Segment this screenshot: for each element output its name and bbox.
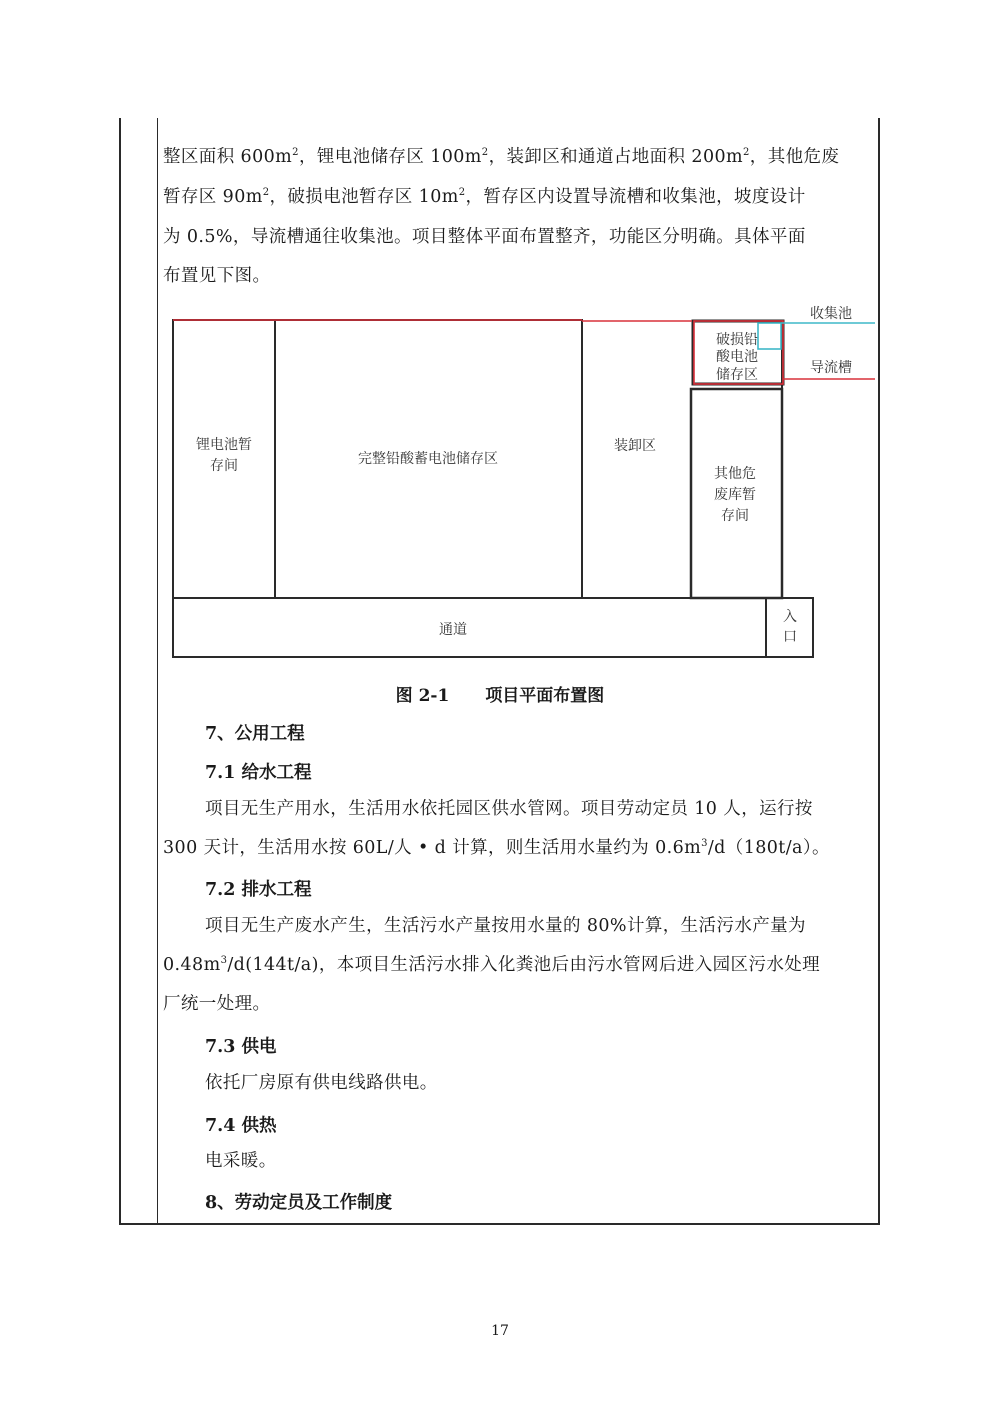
section-7-2-title: 7.2 排水工程 bbox=[205, 880, 312, 900]
section-7-2-para-line-2: $0.48m^3/d(144t/a)$，本项目生活污水排入化粪池后由污水管网后进入园区污水处理 bbox=[163, 955, 821, 975]
collection-pool bbox=[758, 323, 781, 349]
section-7-3-title: 7.3 供电 bbox=[205, 1037, 277, 1057]
section-7-2-para-line-1: 项目无生产废水产生，生活污水产量按用水量的 80%计算，生活污水产量为 bbox=[205, 916, 806, 936]
lead-acid-label: 完整铅酸蓄电池储存区 bbox=[358, 451, 498, 467]
intro-line-2: 暂存区 $90m^2$，破损电池暂存区 $10m^2$，暂存区内设置导流槽和收集池，坡度设计 bbox=[163, 187, 806, 207]
other-label-3: 存间 bbox=[721, 508, 749, 524]
damaged-label-2: 酸电池 bbox=[716, 349, 758, 365]
entrance-label-1: 入 bbox=[783, 609, 797, 625]
intro-line-1: 整区面积 $600m^2$，锂电池储存区 $100m^2$，装卸区和通道占地面积 $200m^2$，其他危废 bbox=[163, 147, 840, 167]
table-left-column-divider bbox=[157, 118, 158, 1223]
section-7-1-title: 7.1 给水工程 bbox=[205, 763, 312, 783]
other-label-1: 其他危 bbox=[714, 466, 756, 482]
figure-caption: 图 2-1 项目平面布置图 bbox=[395, 686, 605, 706]
section-8-title: 8、劳动定员及工作制度 bbox=[205, 1193, 393, 1213]
floor-plan-figure bbox=[165, 300, 885, 670]
section-7-4-para: 电采暖。 bbox=[205, 1151, 277, 1171]
damaged-label-3: 储存区 bbox=[716, 367, 758, 383]
section-7-4-title: 7.4 供热 bbox=[205, 1116, 277, 1136]
section-7-1-para-line-2: 300 天计，生活用水按 60L/人 • d 计算，则生活用水量约为 $0.6m^3/d(180t/a)$。 bbox=[163, 838, 830, 858]
passage-area bbox=[173, 598, 766, 657]
other-label-2: 废库暂 bbox=[714, 487, 756, 503]
section-7-3-para: 依托厂房原有供电线路供电。 bbox=[205, 1073, 438, 1093]
collection-pool-label: 收集池 bbox=[810, 306, 852, 322]
section-7-2-para-line-3: 厂统一处理。 bbox=[163, 994, 271, 1014]
intro-line-3: 为 0.5%，导流槽通往收集池。项目整体平面布置整齐，功能区分明确。具体平面 bbox=[163, 227, 806, 247]
passage-label: 通道 bbox=[439, 622, 467, 638]
intro-line-4: 布置见下图。 bbox=[163, 266, 271, 286]
lithium-label-1: 锂电池暂 bbox=[196, 437, 252, 453]
diversion-trench-label: 导流槽 bbox=[810, 360, 852, 376]
section-7-1-para-line-1: 项目无生产用水，生活用水依托园区供水管网。项目劳动定员 10 人，运行按 bbox=[205, 799, 813, 819]
lithium-label-2: 存间 bbox=[210, 458, 238, 474]
floor-plan-svg bbox=[165, 300, 885, 670]
loading-label: 装卸区 bbox=[614, 438, 656, 454]
section-7-title: 7、公用工程 bbox=[205, 724, 305, 744]
page-number: 17 bbox=[491, 1323, 509, 1339]
damaged-label-1: 破损铅 bbox=[716, 332, 758, 348]
entrance-label-2: 口 bbox=[783, 629, 797, 645]
entrance-box bbox=[766, 598, 813, 657]
